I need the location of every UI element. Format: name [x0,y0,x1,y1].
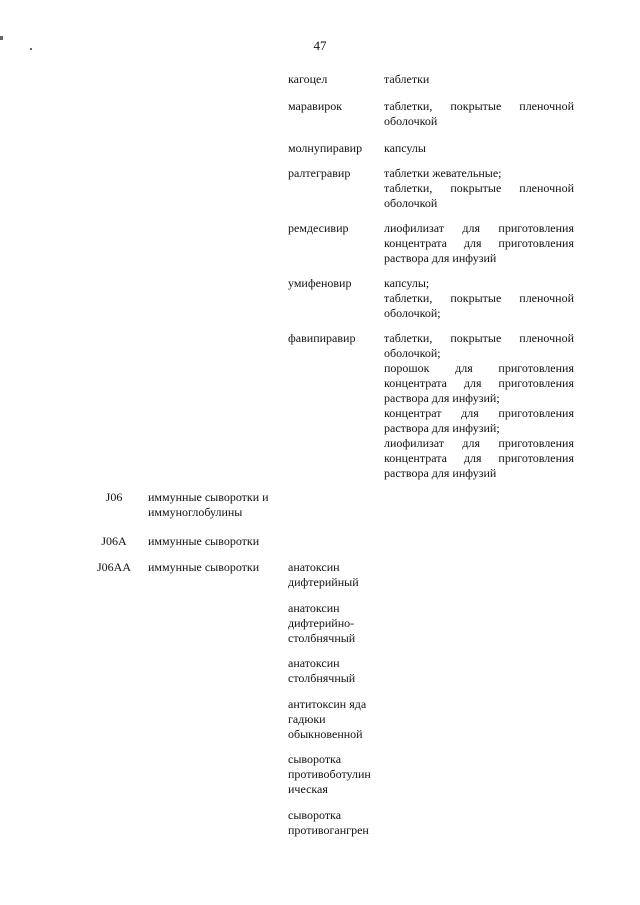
dosage-form [384,276,574,321]
serum-name [288,808,380,838]
atc-code: J06AA [96,560,131,574]
serum-line: анатоксин [288,560,340,574]
atc-code: J06 [105,490,123,504]
dosage-form [384,72,574,87]
form-line: раствора для инфузий [384,251,497,265]
form-line: таблетки, покрытые пленочной [384,181,574,195]
form-line: раствора для инфузий; [384,391,500,405]
serum-line: обыкновенной [288,727,363,741]
serum-line: анатоксин [288,656,340,670]
drug-name: молнупиравир [288,141,363,155]
drug-name: умифеновир [288,276,352,290]
drug-name: кагоцел [288,72,328,86]
drug-name: фавипиравир [288,331,356,345]
form-line: концентрат для приготовления [384,406,574,420]
form-line: раствора для инфузий; [384,421,500,435]
serum-line: ическая [288,782,328,796]
serum-line: столбнячный [288,631,356,645]
dosage-form [384,166,574,211]
serum-name [288,752,380,797]
serum-line: гадюки [288,712,326,726]
serum-line: дифтерийный [288,575,359,589]
serum-line: противоботулин [288,767,371,781]
form-line: концентрата для приготовления [384,376,574,390]
atc-group [148,490,284,520]
form-line: таблетки жевательные; [384,166,502,180]
form-line: оболочкой; [384,346,441,360]
dosage-form [384,331,574,481]
atc-group [148,534,284,549]
form-line: таблетки, покрытые пленочной [384,291,574,305]
dosage-form [384,141,574,156]
serum-line: сыворотка [288,808,342,822]
form-line: капсулы; [384,276,430,290]
serum-name [288,601,380,646]
atc-code: J06A [101,534,127,548]
form-line: оболочкой; [384,306,441,320]
serum-line: столбнячный [288,671,356,685]
serum-name [288,656,380,686]
drug-name: ралтегравир [288,166,351,180]
serum-name [288,560,380,590]
form-line: таблетки, покрытые пленочной [384,99,574,113]
serum-name [288,697,380,742]
form-line: лиофилизат для приготовления [384,221,574,235]
drug-name: маравирок [288,99,343,113]
form-line: оболочкой [384,196,438,210]
dosage-form [384,221,574,266]
scan-mark [30,48,32,50]
group-line: иммунные сыворотки [148,560,260,574]
drug-name: ремдесивир [288,221,349,235]
group-line: иммунные сыворотки [148,534,260,548]
page-number: 47 [313,38,327,53]
form-line: оболочкой [384,114,438,128]
dosage-form [384,99,574,129]
serum-line: антитоксин яда [288,697,367,711]
form-line: капсулы [384,141,426,155]
form-line: таблетки [384,72,430,86]
form-line: концентрата для приготовления [384,236,574,250]
atc-group [148,560,284,575]
form-line: лиофилизат для приготовления [384,436,574,450]
group-line: иммунные сыворотки и [148,490,269,504]
group-line: иммуноглобулины [148,505,243,519]
serum-line: противогангрен [288,823,369,837]
form-line: таблетки, покрытые пленочной [384,331,574,345]
serum-line: анатоксин [288,601,340,615]
form-line: концентрата для приготовления [384,451,574,465]
form-line: порошок для приготовления [384,361,574,375]
scan-mark [0,36,3,40]
serum-line: дифтерийно- [288,616,355,630]
serum-line: сыворотка [288,752,342,766]
form-line: раствора для инфузий [384,466,497,480]
